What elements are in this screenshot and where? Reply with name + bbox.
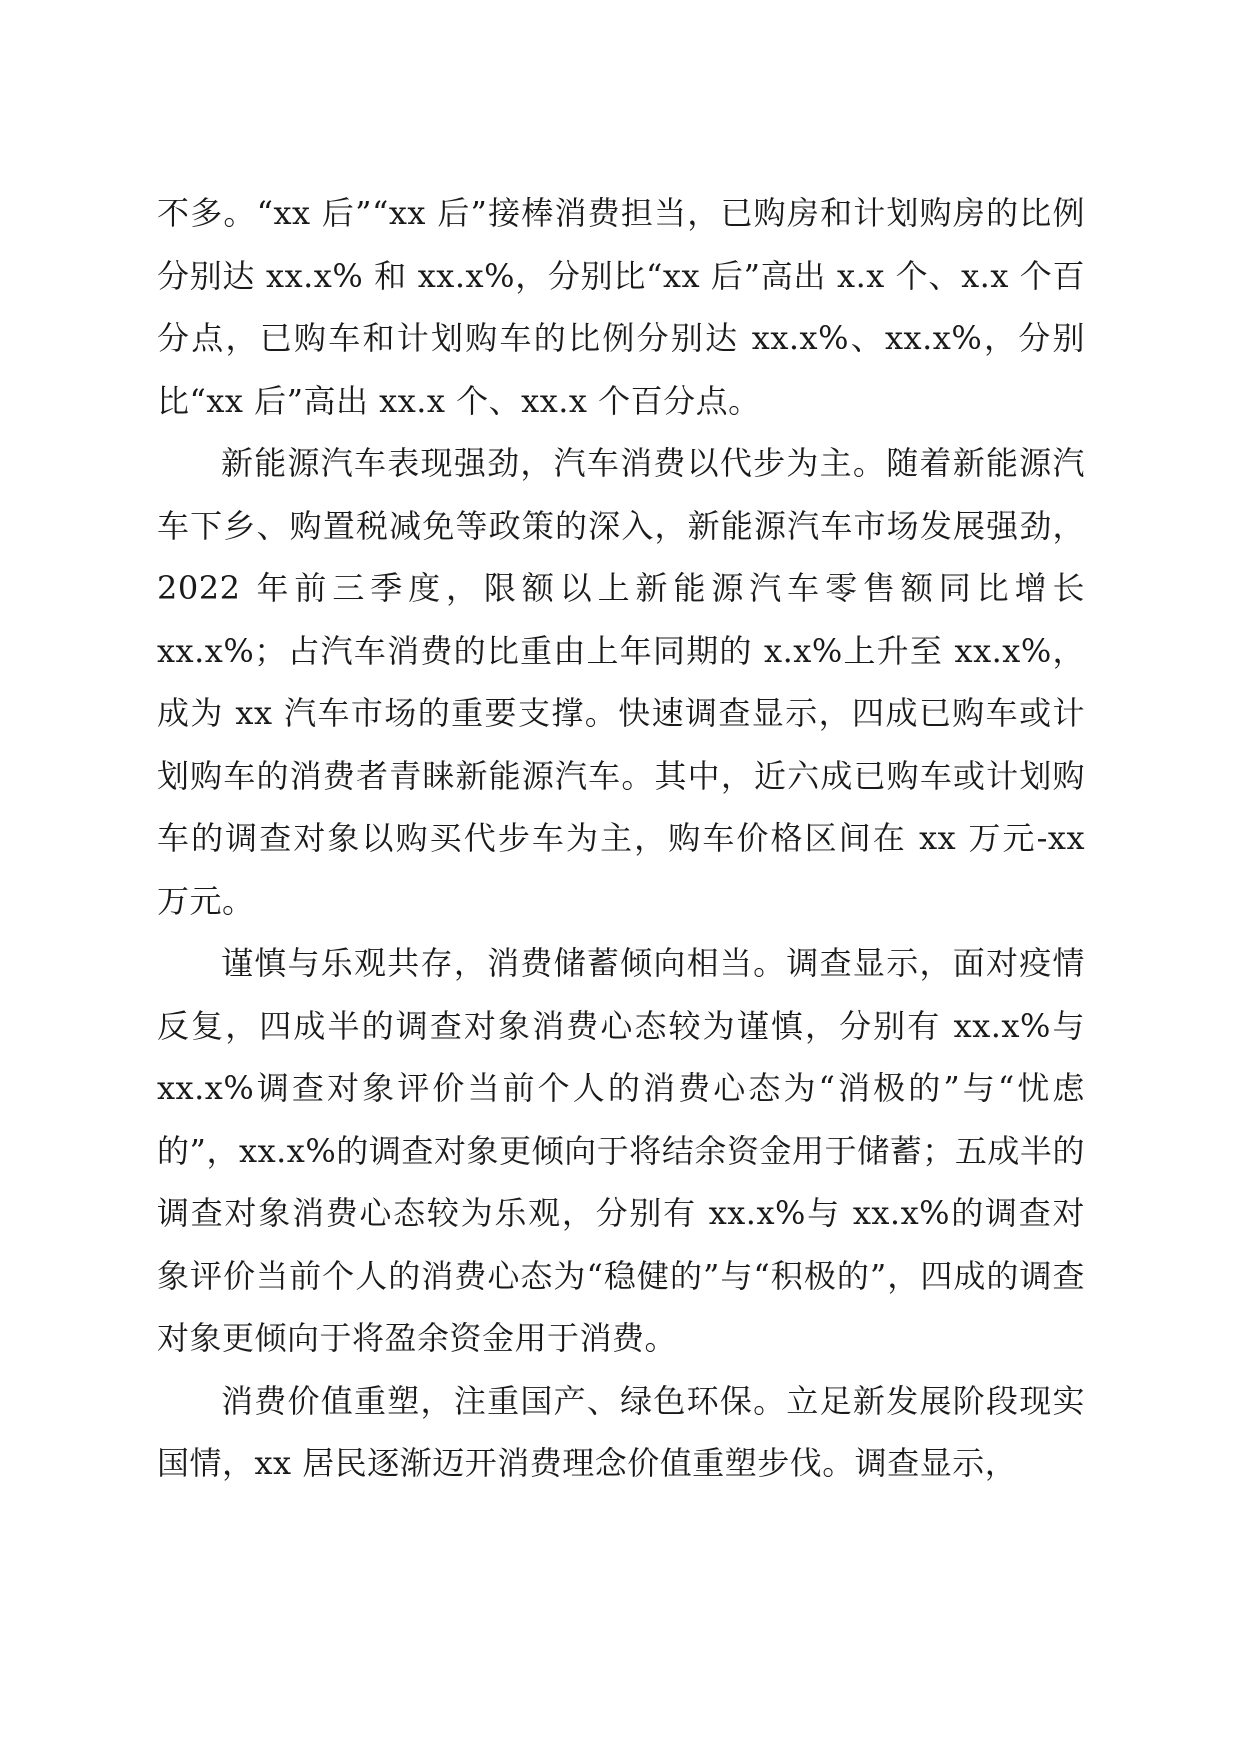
paragraph-housing-car-ownership: 不多。“xx 后”“xx 后”接棒消费担当，已购房和计划购房的比例分别达 xx.x% 和 xx.x%，分别比“xx 后”高出 x.x 个、x.x 个百分点，已购车和计划购车的比例分别达 xx.x%、xx.x%，分别比“xx 后”高出 xx.x 个、xx.x 个百分点。	[157, 194, 1085, 420]
paragraph-new-energy-vehicles: 新能源汽车表现强劲，汽车消费以代步为主。随着新能源汽车下乡、购置税减免等政策的深入，新能源汽车市场发展强劲，2022 年前三季度，限额以上新能源汽车零售额同比增长 xx.x%；占汽车消费的比重由上年同期的 x.x%上升至 xx.x%，成为 xx 汽车市场的重要支撑。快速调查显示，四成已购车或计划购车的消费者青睐新能源汽车。其中，近六成已购车或计划购车的调查对象以购买代步车为主，购车价格区间在 xx 万元-xx 万元。	[157, 444, 1085, 920]
paragraph-consumption-value-reshaping: 消费价值重塑，注重国产、绿色环保。立足新发展阶段现实国情，xx 居民逐渐迈开消费理念价值重塑步伐。调查显示，	[157, 1381, 1085, 1482]
paragraph-consumption-savings-attitude: 谨慎与乐观共存，消费储蓄倾向相当。调查显示，面对疫情反复，四成半的调查对象消费心态较为谨慎，分别有 xx.x%与 xx.x%调查对象评价当前个人的消费心态为“消极的”与“忧虑的”，xx.x%的调查对象更倾向于将结余资金用于储蓄；五成半的调查对象消费心态较为乐观，分别有 xx.x%与 xx.x%的调查对象评价当前个人的消费心态为“稳健的”与“积极的”，四成的调查对象更倾向于将盈余资金用于消费。	[157, 944, 1085, 1357]
document-body	[157, 182, 1085, 1495]
